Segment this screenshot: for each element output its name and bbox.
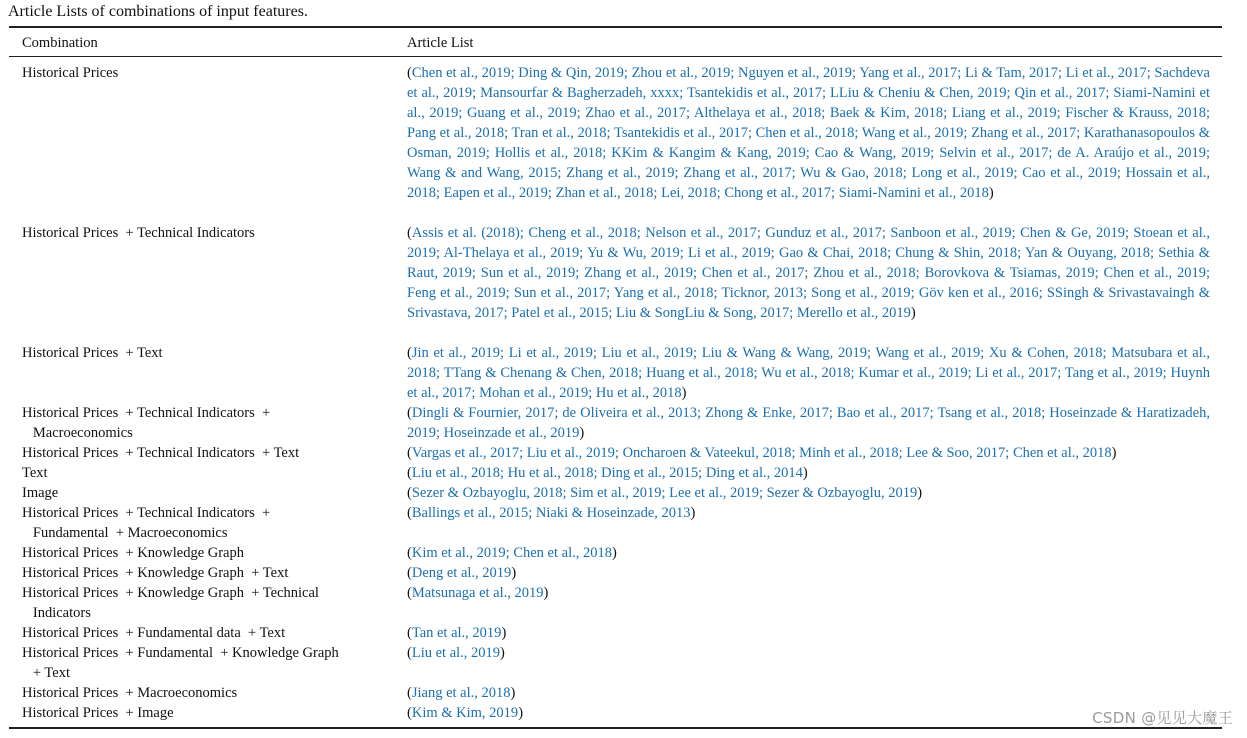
combination-cell: Historical Prices + Fundamental data + Text [22,625,286,641]
article-list-cell [407,403,1210,443]
header-combination: Combination [22,35,98,51]
article-list-cell [407,483,1210,503]
combination-cell: Historical Prices + Macroeconomics [22,685,238,701]
open-paren: ( [407,545,412,561]
header-rule [9,56,1222,57]
citation-links[interactable]: Jin et al., 2019; Li et al., 2019; Liu et al., 2019; Liu & Wang & Wang, 2019; Wang et al., 2019; Xu & Cohen, 2018; Matsubara et al., 2018; TTang & Chenang & Chen, 2018; Huang et al., 2018; Wu et al., 2018; Kumar et al., 2019; Li et al., 2017; Tang et al., 2019; Huynh et al., 2017; Mohan et al., 2019; Hu et al., 2018 [407,345,1210,401]
table-row [0,563,1247,583]
combination-cell: Historical Prices + Knowledge Graph + Text [22,565,289,581]
top-rule [9,26,1222,28]
article-list-cell [407,63,1210,203]
table-row [0,343,1247,403]
open-paren: ( [407,565,412,581]
combination-cell: Historical Prices + Technical Indicators + Fundamental + Macroeconomics [22,505,271,541]
article-list-cell [407,583,1210,603]
table-caption: Article Lists of combinations of input features. [8,3,308,20]
close-paren: ) [690,505,696,521]
combination-cell: Historical Prices + Technical Indicators [22,225,255,241]
table-row [0,403,1247,443]
combination-cell: Text [22,465,48,481]
table-row [0,223,1247,343]
article-list-cell [407,223,1210,323]
header-article-list: Article List [407,35,474,51]
combination-cell: Historical Prices + Technical Indicators + Text [22,445,300,461]
combination-cell: Historical Prices + Knowledge Graph [22,545,244,561]
article-list-cell [407,623,1210,643]
table-row [0,463,1247,483]
table-row [0,583,1247,623]
citation-links[interactable]: Dingli & Fournier, 2017; de Oliveira et al., 2013; Zhong & Enke, 2017; Bao et al., 2017; Tsang et al., 2018; Hoseinzade & Haratizadeh, 2019; Hoseinzade et al., 2019 [407,405,1210,441]
table-row [0,623,1247,643]
open-paren: ( [407,705,412,721]
open-paren: ( [407,65,412,81]
table-row [0,543,1247,563]
close-paren: ) [1111,445,1117,461]
citation-links[interactable]: Liu et al., 2019 [411,645,501,661]
article-list-cell [407,463,1210,483]
article-list-cell [407,443,1210,463]
article-list-cell [407,543,1210,563]
watermark: CSDN @见见大魔王 [1092,709,1233,727]
open-paren: ( [407,625,412,641]
article-list-cell [407,563,1210,583]
combination-cell: Historical Prices + Image [22,705,174,721]
combination-cell: Historical Prices + Technical Indicators + Macroeconomics [22,405,271,441]
close-paren: ) [988,185,994,201]
table-row [0,503,1247,543]
close-paren: ) [511,565,517,581]
open-paren: ( [407,445,412,461]
open-paren: ( [407,465,412,481]
article-list-cell [407,503,1210,523]
table-row [0,63,1247,223]
close-paren: ) [500,645,505,661]
table-row [0,683,1247,703]
close-paren: ) [579,425,585,441]
combination-cell: Historical Prices + Text [22,345,163,361]
open-paren: ( [407,225,412,241]
citation-links[interactable]: Ballings et al., 2015; Niaki & Hoseinzade, 2013 [411,505,691,521]
citation-links[interactable]: Sezer & Ozbayoglu, 2018; Sim et al., 2019; Lee et al., 2019; Sezer & Ozbayoglu, 2019 [411,485,918,501]
article-list-cell [407,643,1210,663]
combination-cell: Historical Prices [22,65,119,81]
close-paren: ) [501,625,507,641]
open-paren: ( [407,505,412,521]
close-paren: ) [917,485,923,501]
open-paren: ( [407,685,412,701]
citation-links[interactable]: Jiang et al., 2018 [411,685,511,701]
close-paren: ) [543,585,549,601]
open-paren: ( [407,585,412,601]
open-paren: ( [407,485,412,501]
close-paren: ) [681,385,687,401]
citation-links[interactable]: Assis et al. (2018); Cheng et al., 2018; Nelson et al., 2017; Gunduz et al., 2017; Sanboon et al., 2019; Chen & Ge, 2019; Stoean et al., 2019; Al-Thelaya et al., 2019; Yu & Wu, 2019; Li et al., 2019; Gao & Chai, 2018; Chung & Shin, 2018; Yan & Ouyang, 2018; Sethia & Raut, 2019; Sun et al., 2019; Zhang et al., 2019; Chen et al., 2017; Zhou et al., 2018; Borovkova & Tsiamas, 2019; Chen et al., 2019; Feng et al., 2019; Sun et al., 2017; Yang et al., 2018; Ticknor, 2013; Song et al., 2019; Göv ken et al., 2016; SSingh & Srivastavaingh & Srivastava, 2017; Patel et al., 2015; Liu & SongLiu & Song, 2017; Merello et al., 2019 [407,225,1210,321]
open-paren: ( [407,405,412,421]
citation-links[interactable]: Deng et al., 2019 [411,565,512,581]
citation-links[interactable]: Matsunaga et al., 2019 [411,585,544,601]
combination-cell: Historical Prices + Knowledge Graph + Technical Indicators [22,585,319,621]
citation-links[interactable]: Liu et al., 2018; Hu et al., 2018; Ding et al., 2015; Ding et al., 2014 [411,465,803,481]
close-paren: ) [510,685,516,701]
citation-links[interactable]: Chen et al., 2019; Ding & Qin, 2019; Zhou et al., 2019; Nguyen et al., 2019; Yang et al., 2017; Li & Tam, 2017; Li et al., 2017; Sachdeva et al., 2019; Mansourfar & Bagherzadeh, xxxx; Tsantekidis et al., 2017; LLiu & Cheniu & Chen, 2019; Qin et al., 2017; Siami-Namini et al., 2019; Guang et al., 2019; Zhao et al., 2017; Althelaya et al., 2018; Baek & Kim, 2018; Liang et al., 2019; Fischer & Krauss, 2018; Pang et al., 2018; Tran et al., 2018; Tsantekidis et al., 2017; Chen et al., 2018; Wang et al., 2019; Zhang et al., 2017; Karathanasopoulos & Osman, 2019; Hollis et al., 2018; KKim & Kangim & Kang, 2019; Cao & Wang, 2019; Selvin et al., 2017; de A. Araújo et al., 2019; Wang & and Wang, 2015; Zhang et al., 2019; Zhang et al., 2017; Wu & Gao, 2018; Long et al., 2019; Cao et al., 2019; Hossain et al., 2018; Eapen et al., 2019; Zhan et al., 2018; Lei, 2018; Chong et al., 2017; Siami-Namini et al., 2018 [407,65,1210,201]
combination-cell: Historical Prices + Fundamental + Knowledge Graph + Text [22,645,339,681]
table-body [0,63,1247,723]
bottom-rule [9,727,1222,729]
combination-cell: Image [22,485,59,501]
close-paren: ) [518,705,524,721]
article-list-cell [407,703,1210,723]
citation-links[interactable]: Kim et al., 2019; Chen et al., 2018 [411,545,612,561]
citation-links[interactable]: Vargas et al., 2017; Liu et al., 2019; Oncharoen & Vateekul, 2018; Minh et al., 2018; Lee & Soo, 2017; Chen et al., 2018 [411,445,1112,461]
table-row [0,443,1247,463]
table-row [0,703,1247,723]
close-paren: ) [802,465,808,481]
citation-links[interactable]: Tan et al., 2019 [411,625,502,641]
close-paren: ) [910,305,916,321]
close-paren: ) [612,545,617,561]
table-row [0,643,1247,683]
table-row [0,483,1247,503]
article-list-cell [407,683,1210,703]
open-paren: ( [407,345,412,361]
article-list-cell [407,343,1210,403]
open-paren: ( [407,645,412,661]
citation-links[interactable]: Kim & Kim, 2019 [411,705,519,721]
